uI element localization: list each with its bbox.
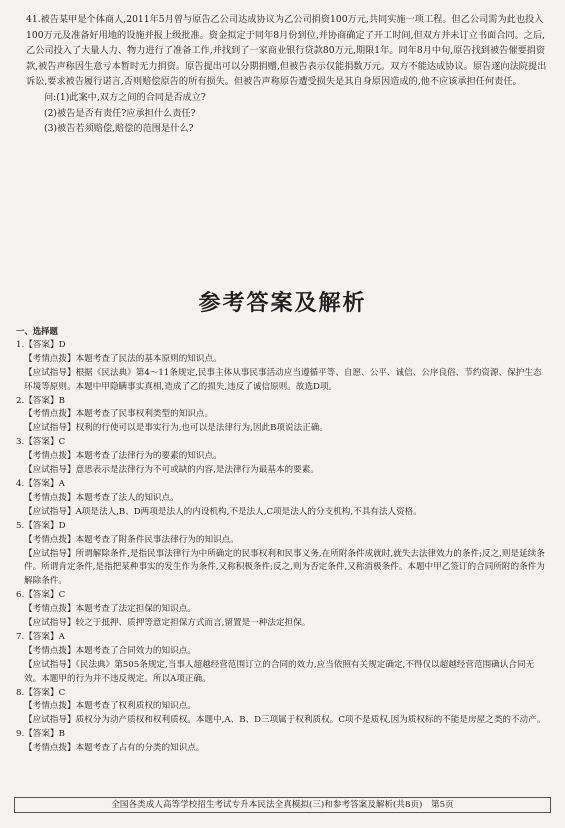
question-ask-2: (2)被告是否有责任?应承担什么责任? <box>44 107 196 119</box>
answer-number: 6.【答案】C <box>16 590 66 601</box>
answer-line: 【应试指导】所谓解除条件,是指民事法律行为中所确定的民事权利和民事义务,在所附条件成就时,就失去法律效力的条件;反之,则是延续条件。所谓肯定条件,是指把某种事实的发生作为条件,又称积极条件;反之,则为否定条件,又称消极条件。本题中甲乙签订的合同所附的条件为解除条件。 <box>24 548 545 587</box>
answer-line: 【考情点拨】本题考查了民事权利类型的知识点。 <box>24 409 214 420</box>
question-41 <box>26 12 548 137</box>
answer-item <box>16 631 550 687</box>
answer-line: 【应试指导】根据《民法典》第4～11条规定,民事主体从事民事活动应当遵循平等、自愿、公平、诚信、公序良俗、节约资源、保护生态环境等原则。本题中甲隐瞒事实真相,造成了乙的损失,违反了诚信原则。故选D项。 <box>24 367 542 392</box>
answer-item <box>16 436 550 478</box>
answer-number: 5.【答案】D <box>16 520 66 531</box>
answer-item <box>16 589 550 631</box>
answer-list <box>16 325 550 756</box>
answer-number: 8.【答案】C <box>16 687 66 698</box>
answer-line: 【考情点拨】本题考查了法律行为的要素的知识点。 <box>24 451 222 462</box>
page-footer: 全国各类成人高等学校招生考试专升本民法全真模拟(三)和参考答案及解析(共8页) 第5页 <box>14 797 551 813</box>
answer-number: 9.【答案】B <box>16 729 65 740</box>
answer-line: 【考情点拨】本题考查了占有的分类的知识点。 <box>24 743 205 754</box>
answer-line: 【考情点拨】本题考查了法定担保的知识点。 <box>24 604 196 615</box>
answer-line: 【考情点拨】本题考查了附条件民事法律行为的知识点。 <box>24 534 239 545</box>
answer-number: 3.【答案】C <box>16 437 66 448</box>
answer-line: 【考情点拨】本题考查了民法的基本原则的知识点。 <box>24 353 222 364</box>
answer-item <box>16 478 550 520</box>
answer-line: 【应试指导】质权分为动产质权和权利质权。本题中,A、B、D三项属于权利质权。C项不是质权,因为质权标的不能是房屋之类的不动产。 <box>24 715 546 726</box>
answer-item <box>16 395 550 437</box>
question-ask-1: 问:(1)此案中,双方之间的合同是否成立? <box>44 91 206 103</box>
answer-item <box>16 687 550 729</box>
answer-number: 7.【答案】A <box>16 631 65 642</box>
answer-number: 2.【答案】B <box>16 395 65 406</box>
section-heading: 一、选择题 <box>16 326 58 336</box>
answer-line: 【应试指导】《民法典》第505条规定,当事人超越经营范围订立的合同的效力,应当依照有关规定确定,不得仅以超越经营范围确认合同无效。本题甲的行为并不违反规定。所以A项正确。 <box>24 659 535 684</box>
section-title: 参考答案及解析 <box>198 291 367 316</box>
answer-line: 【应试指导】较之于抵押、质押等意定担保方式而言,留置是一种法定担保。 <box>24 618 311 629</box>
answer-line: 【考情点拨】本题考查了权利质权的知识点。 <box>24 701 196 712</box>
answer-item <box>16 520 550 590</box>
answer-number: 4.【答案】A <box>16 478 65 489</box>
answer-line: 【考情点拨】本题考查了合同效力的知识点。 <box>24 645 196 656</box>
question-stem: 41.被告某甲是个体商人,2011年5月曾与原告乙公司达成协议为乙公司捐资100万元,共同实施一项工程。但乙公司需为此也投入100万元及准备好用地的设施并报上级批准。资金拟定于同年8月份到位,并协商确定了开工时间,但双方并未订立书面合同。之后,乙公司投入了大量人力、物力进行了准备工作,并找到了一家商业银行贷款80万元,期限1年。同年8月中旬,原告找到被告催要捐资款,被告声称因生意亏本暂时无力捐资。原告提出可以分期捐赠,但被告表示仅能捐数万元。双方不能达成协议。原告遂向法院提出诉讼,要求被告履行诺言,否则赔偿原告的所有损失。但被告声称原告遭受损失是其自身原因造成的,他不应该承担任何责任。 <box>26 14 547 88</box>
answer-item <box>16 339 550 395</box>
question-ask-3: (3)被告若须赔偿,赔偿的范围是什么? <box>44 123 194 135</box>
answer-line: 【应试指导】A项是法人,B、D两项是法人的内设机构,不是法人,C项是法人的分支机构,不具有法人资格。 <box>24 506 422 517</box>
answer-line: 【应试指导】权利的行使可以是事实行为,也可以是法律行为,因此B项说法正确。 <box>24 423 328 434</box>
answer-number: 1.【答案】D <box>16 339 66 350</box>
answer-line: 【考情点拨】本题考查了法人的知识点。 <box>24 492 179 503</box>
answer-item <box>16 728 550 756</box>
answer-line: 【应试指导】意思表示是法律行为不可或缺的内容,是法律行为最基本的要素。 <box>24 465 319 476</box>
